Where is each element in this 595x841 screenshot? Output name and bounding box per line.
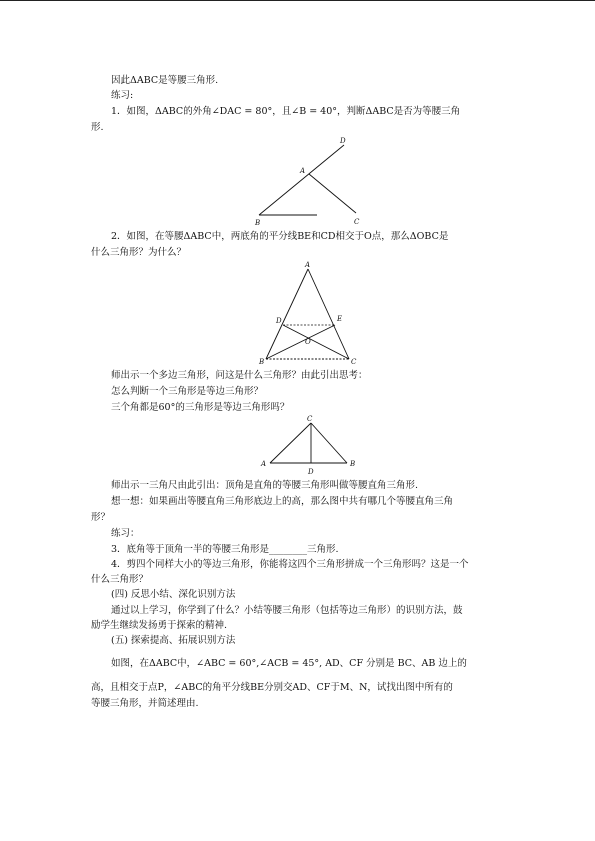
text-line-4: 形.: [91, 122, 104, 133]
text-line-8: 怎么判断一个三角形是等边三角形？: [111, 386, 264, 397]
figure-2: [255, 260, 365, 370]
section-heading-4: (四) 反思小结、深化识别方法: [111, 589, 236, 600]
text-line-14: 3．底角等于顶角一半的等腰三角形是________三角形.: [111, 544, 339, 555]
text-line-13: 练习：: [111, 528, 140, 539]
text-line-6: 什么三角形？为什么？: [91, 247, 187, 258]
text-line-22: 高，且相交于点P，∠ABC的角平分线BE分别交AD、CF于M、N，试找出图中所有的: [91, 682, 453, 693]
text-line-7: 师出示一个多边三角形，问这是什么三角形？由此引出思考：: [111, 370, 368, 381]
text-line-2: 练习:: [111, 90, 134, 101]
fig2-line-AB: [266, 269, 308, 359]
text-line-3: 1．如图，ΔABC的外角∠DAC = 80°，且∠B = 40°，判断ΔABC是否为等腰三角: [111, 106, 461, 117]
text-line-21: 如图，在ΔABC中，∠ABC = 60°,∠ACB = 45°, AD、CF 分别是 BC、AB 边上的: [111, 658, 467, 669]
text-line-9: 三个角都是60°的三角形是等边三角形吗？: [111, 402, 290, 413]
page-top-rule: [0, 0, 595, 1]
text-line-11: 想一想：如果画出等腰直角三角形底边上的高，那么图中共有哪几个等腰直角三角: [111, 496, 454, 507]
fig3-label-B: B: [350, 460, 356, 468]
fig3-label-D: D: [308, 468, 314, 476]
fig1-label-C: C: [354, 218, 360, 226]
fig2-line-AC: [308, 269, 349, 359]
text-line-18: 通过以上学习，你学到了什么？小结等腰三角形（包括等边三角形）的识别方法，鼓: [111, 605, 463, 616]
figure-1: [250, 134, 370, 226]
fig3-line-AC: [270, 423, 311, 463]
text-line-5: 2．如图，在等腰ΔABC中，两底角的平分线BE和CD相交于O点，那么ΔOBC是: [111, 231, 449, 242]
fig2-line-CD: [283, 325, 349, 359]
text-line-19: 励学生继续发扬勇于探索的精神.: [91, 620, 228, 631]
fig1-line-BD: [259, 145, 344, 215]
fig1-line-AC: [309, 174, 356, 213]
figure-3: [255, 412, 365, 478]
fig2-label-A: A: [305, 261, 311, 269]
fig1-label-D: D: [340, 137, 346, 145]
fig3-line-CB: [311, 423, 347, 463]
section-heading-5: (五) 探索提高、拓展识别方法: [111, 635, 236, 646]
fig3-label-A: A: [261, 460, 267, 468]
fig2-label-D: D: [276, 317, 282, 325]
text-line-12: 形？: [91, 512, 111, 523]
fig2-label-B: B: [259, 358, 265, 366]
fig2-label-O: O: [305, 338, 311, 346]
text-line-15: 4．剪四个同样大小的等边三角形，你能将这四个三角形拼成一个三角形吗？这是一个: [111, 559, 469, 570]
fig1-label-B: B: [255, 219, 261, 226]
fig2-label-C: C: [351, 358, 357, 366]
text-line-16: 什么三角形？: [91, 574, 149, 585]
fig2-line-BE: [266, 325, 335, 359]
text-line-10: 师出示一三角尺由此引出：顶角是直角的等腰三角形叫做等腰直角三角形.: [111, 480, 419, 491]
text-line-1: 因此ΔABC是等腰三角形.: [111, 75, 219, 86]
text-line-23: 等腰三角形，并简述理由.: [91, 698, 199, 709]
fig3-label-C: C: [307, 415, 313, 423]
fig2-label-E: E: [337, 315, 343, 323]
fig1-label-A: A: [300, 167, 306, 175]
